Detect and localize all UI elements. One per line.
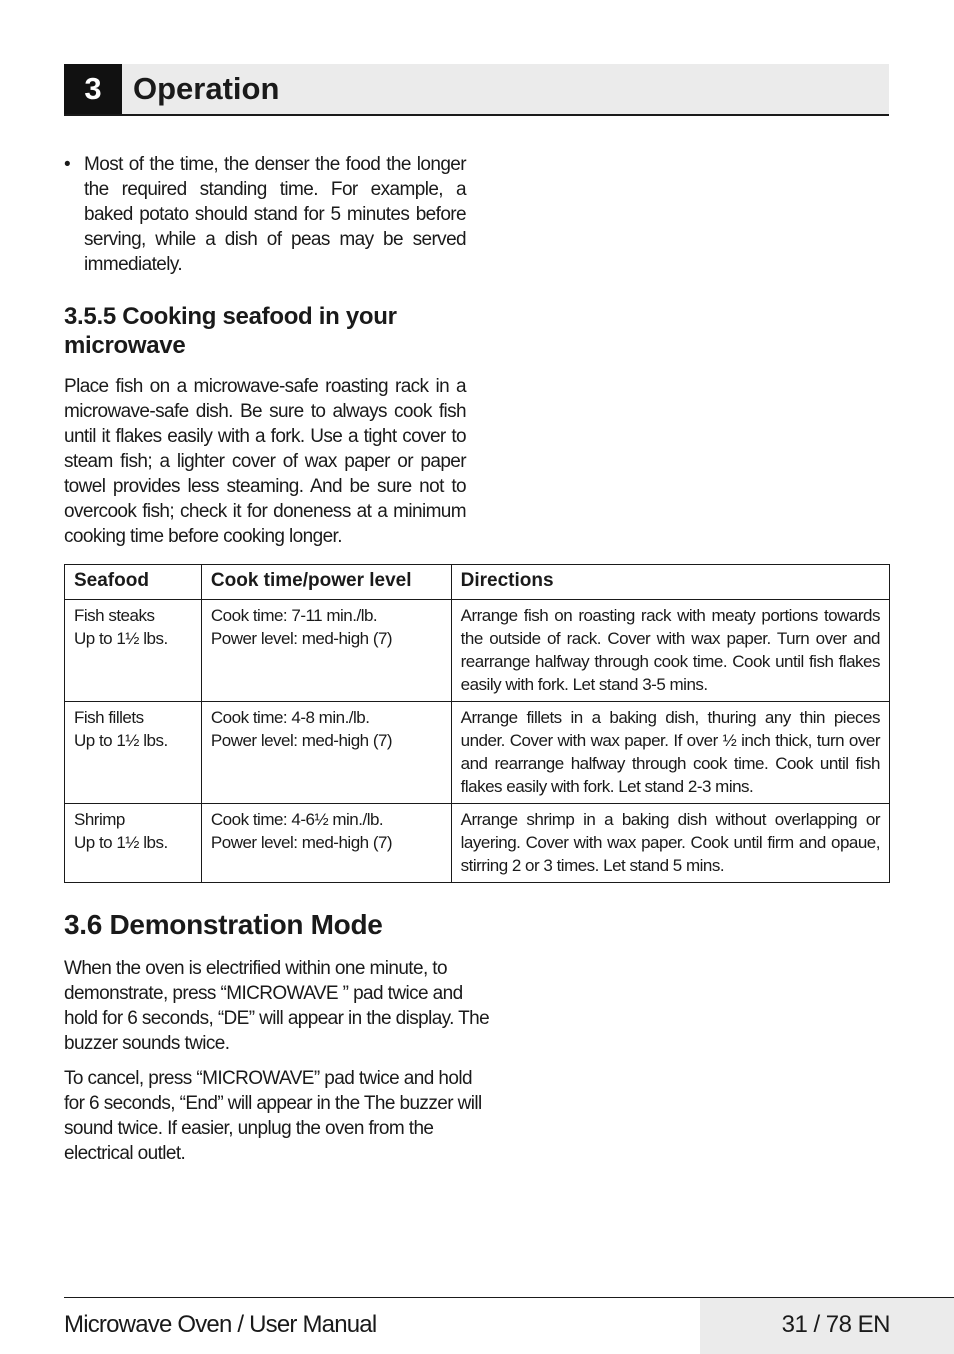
seafood-name: Fish fillets: [74, 708, 144, 727]
footer-document-title: Microwave Oven / User Manual: [64, 1311, 377, 1338]
cook-time-cell: [201, 804, 451, 883]
column-header-cook-time: Cook time/power level: [201, 565, 451, 600]
section-heading-seafood: 3.5.5 Cooking seafood in your microwave: [64, 303, 397, 359]
cook-time-cell: [201, 702, 451, 804]
cook-time: Cook time: 4-8 min./lb.: [210, 708, 370, 727]
table-row: [65, 702, 890, 804]
power-level: Power level: med-high (7): [210, 833, 393, 852]
bullet-text: Most of the time, the denser the food the longer the required standing time. For example, a baked potato should stand for 5 minutes before serving, while a dish of peas may be served immediately.: [84, 154, 466, 275]
column-header-seafood: Seafood: [65, 565, 202, 600]
seafood-cell: [65, 600, 202, 702]
standing-time-bullet: [64, 152, 466, 277]
seafood-amount: Up to 1½ lbs.: [74, 731, 168, 750]
chapter-title: Operation: [133, 71, 280, 106]
section-heading-demo-mode: 3.6 Demonstration Mode: [64, 909, 383, 940]
seafood-name: Fish steaks: [74, 606, 155, 625]
footer-page-number: 31 / 78 EN: [781, 1311, 890, 1338]
chapter-number: 3: [64, 64, 122, 114]
demo-mode-paragraph: When the oven is electrified within one minute, to demonstrate, press “MICROWAVE ” pad twice and hold for 6 seconds, “DE” will appear in the display. The buzzer sounds twice.: [64, 958, 490, 1054]
table-row: [65, 804, 890, 883]
column-header-directions: Directions: [451, 565, 889, 600]
cook-time: Cook time: 4-6½ min./lb.: [210, 810, 384, 829]
seafood-cooking-table: [64, 564, 890, 883]
cook-time: Cook time: 7-11 min./lb.: [210, 606, 378, 625]
bullet-dot-icon: •: [64, 154, 71, 175]
power-level: Power level: med-high (7): [210, 629, 393, 648]
directions-cell: Arrange fish on roasting rack with meaty portions towards the outside of rack. Cover with wax paper. Turn over and rearrange halfway through cook time. Cook until fish flakes easily with fork. Let stand 3-5 mins.: [451, 600, 889, 702]
seafood-cell: [65, 702, 202, 804]
bullet-item: [64, 152, 466, 277]
table-row: [65, 600, 890, 702]
chapter-header-underline: [64, 114, 889, 116]
seafood-amount: Up to 1½ lbs.: [74, 833, 168, 852]
seafood-paragraph: Place fish on a microwave-safe roasting rack in a microwave-safe dish. Be sure to always cook fish until it flakes easily with a fork. Use a tight cover to steam fish; a lighter cover of wax paper or paper towel provides less steaming. And be sure not to overcook fish; check it for doneness at a minimum cooking time before cooking longer.: [64, 376, 466, 547]
seafood-cell: [65, 804, 202, 883]
chapter-header: [64, 64, 889, 116]
seafood-name: Shrimp: [74, 810, 125, 829]
power-level: Power level: med-high (7): [210, 731, 393, 750]
seafood-amount: Up to 1½ lbs.: [74, 629, 168, 648]
directions-cell: Arrange shrimp in a baking dish without overlapping or layering. Cover with wax paper. Cook until firm and opaue, stirring 2 or 3 times. Let stand 5 mins.: [451, 804, 889, 883]
demo-cancel-paragraph: To cancel, press “MICROWAVE” pad twice and hold for 6 seconds, “End” will appear in the The buzzer will sound twice. If easier, unplug the oven from the electrical outlet.: [64, 1068, 482, 1164]
directions-cell: Arrange fillets in a baking dish, thuring any thin pieces under. Cover with wax paper. If over ½ inch thick, turn over and rearrange halfway through cook time. Cook until fish flakes easily with fork. Let stand 2-3 mins.: [451, 702, 889, 804]
cook-time-cell: [201, 600, 451, 702]
table-header-row: [65, 565, 890, 600]
